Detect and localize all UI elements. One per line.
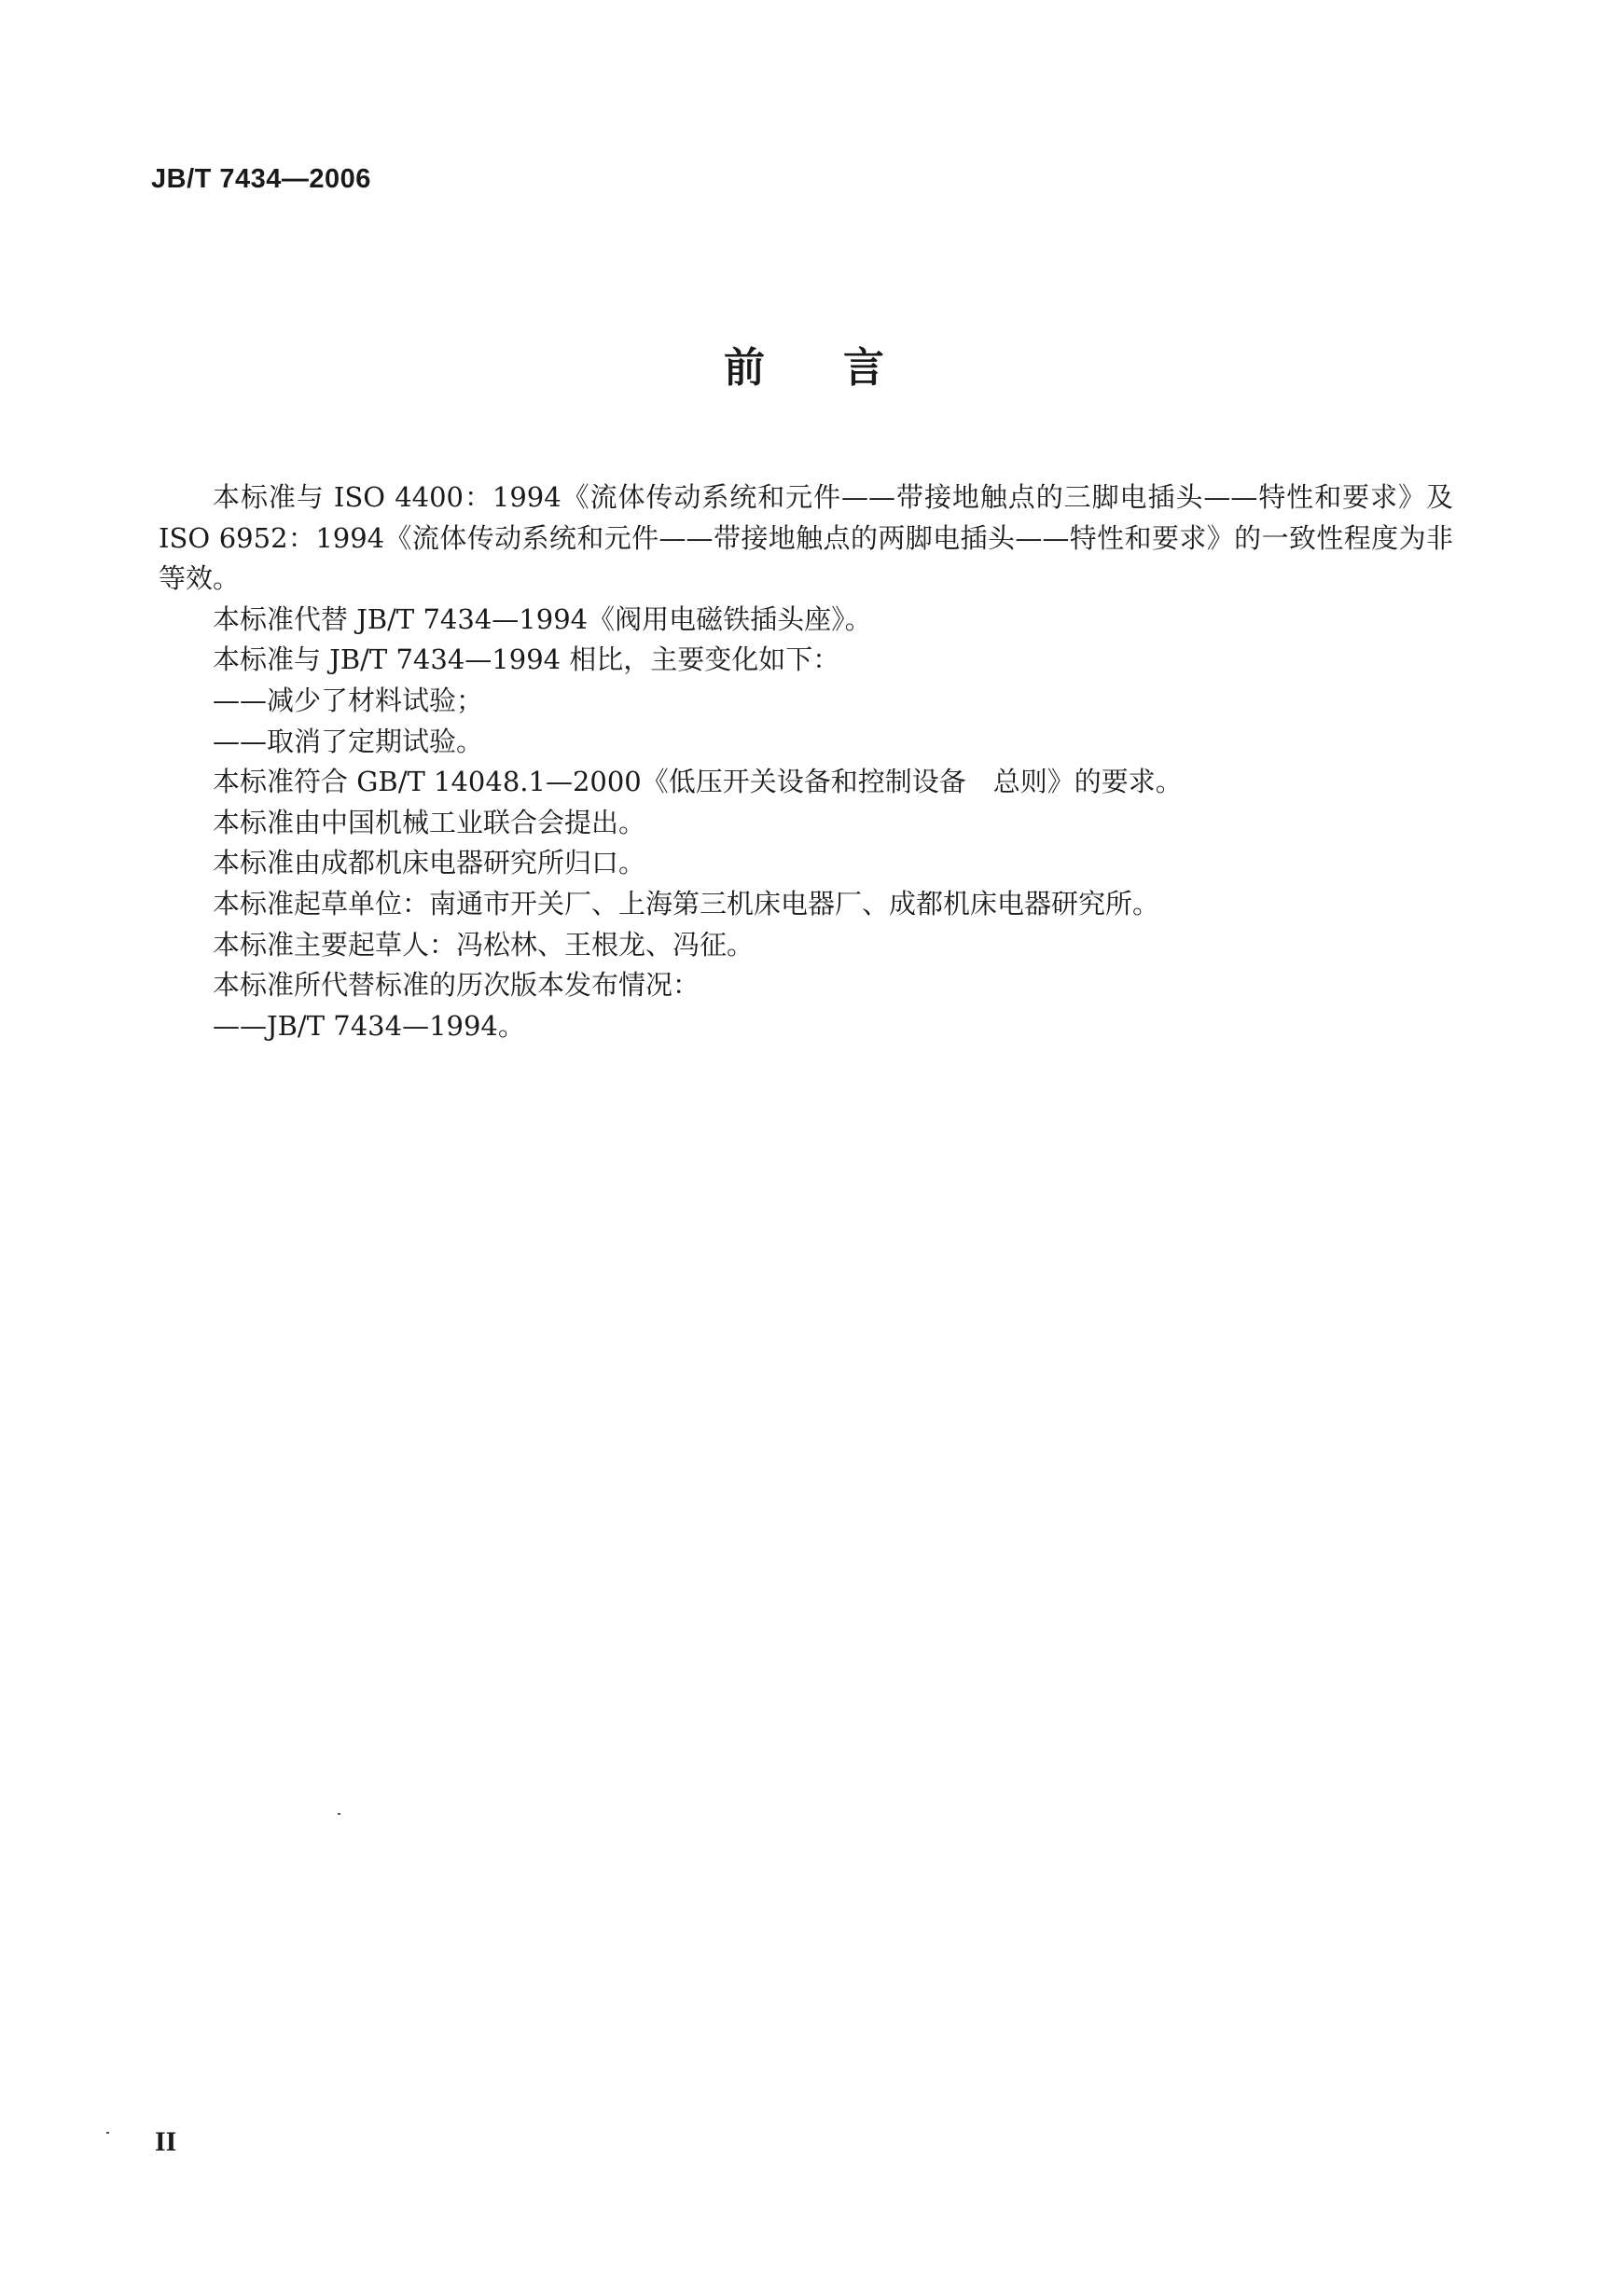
scan-speck (338, 1813, 340, 1815)
paragraph-replaces: 本标准代替 JB/T 7434—1994《阀用电磁铁插头座》。 (213, 602, 872, 635)
paragraph-proposed-by: 本标准由中国机械工业联合会提出。 (213, 806, 646, 838)
list-item-history: ——JB/T 7434—1994。 (213, 1009, 525, 1042)
page-number: II (155, 2126, 177, 2157)
document-code: JB/T 7434—2006 (151, 164, 371, 194)
list-item-change: ——取消了定期试验。 (213, 725, 484, 757)
paragraph-equivalence: 本标准与 ISO 4400：1994《流体传动系统和元件——带接地触点的三脚电插头——特性和要求》及 ISO 6952：1994《流体传动系统和元件——带接地触点的两脚电插头——特性和要求》的一致性程度为非等效。 (159, 481, 1453, 595)
foreword-body (159, 477, 1453, 1046)
paragraph-drafters: 本标准主要起草人：冯松林、王根龙、冯征。 (213, 928, 755, 961)
page-title: 前言 (724, 344, 963, 392)
paragraph-history-intro: 本标准所代替标准的历次版本发布情况： (213, 969, 700, 1002)
scan-speck (106, 2132, 109, 2134)
list-item-change: ——减少了材料试验； (213, 684, 484, 716)
paragraph-conformity: 本标准符合 GB/T 14048.1—2000《低压开关设备和控制设备 总则》的要求。 (213, 766, 1183, 798)
paragraph-centralized-by: 本标准由成都机床电器研究所归口。 (213, 847, 646, 879)
paragraph-changes-intro: 本标准与 JB/T 7434—1994 相比，主要变化如下： (213, 643, 840, 676)
paragraph-drafting-units: 本标准起草单位：南通市开关厂、上海第三机床电器厂、成都机床电器研究所。 (213, 887, 1160, 920)
